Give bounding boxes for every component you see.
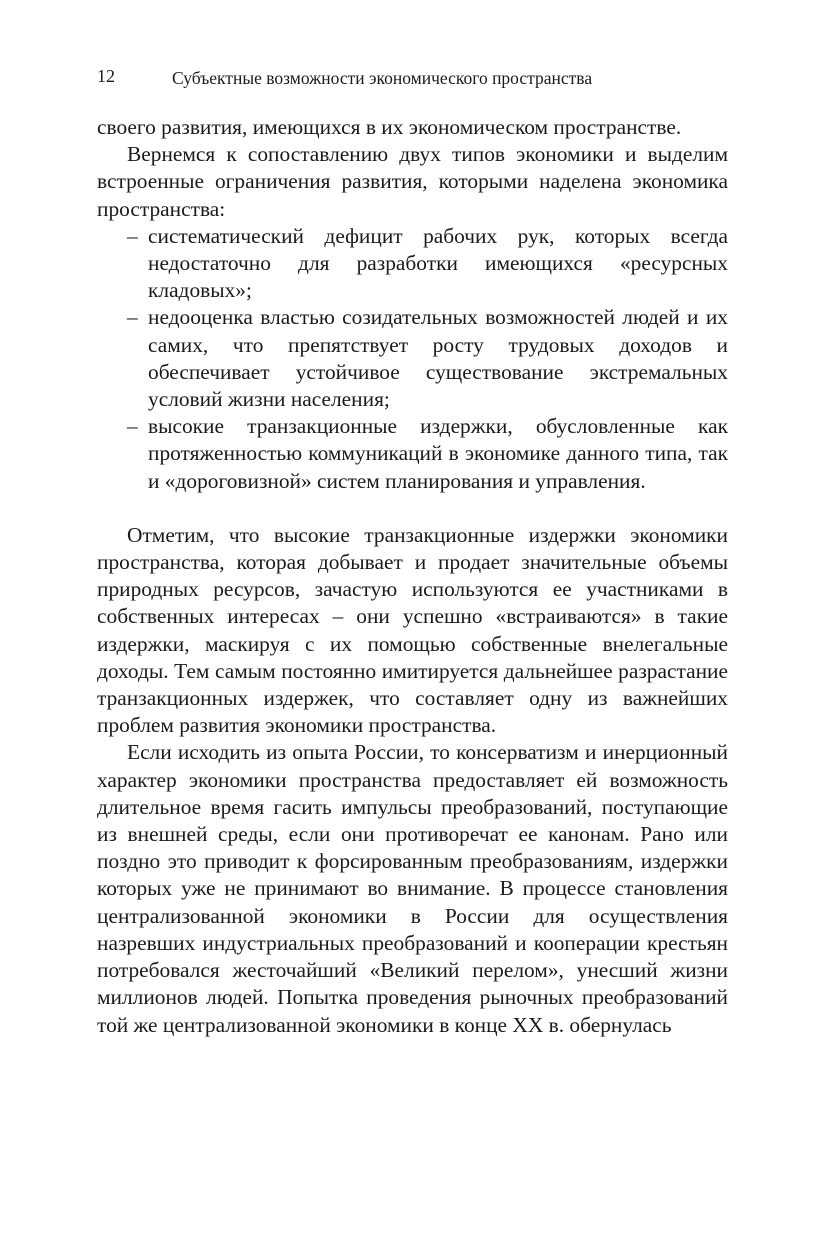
paragraph-1: своего развития, имеющихся в их экономическом пространстве.	[97, 115, 682, 139]
paragraph-4: Если исходить из опыта России, то консерватизм и инерционный характер экономики пространства предоставляет ей возможность длительное время гасить импульсы преобразований, поступающие из внешней среды, если они противоречат ее канонам. Рано или поздно это приводит к форсированным преобразованиям, издержки которых уже не принимают во внимание. В процессе становления централизованной экономики в России для осуществления назревших индустриальных преобразований и кооперации крестьян потребовался жесточайший «Великий перелом», унесший жизни миллионов людей. Попытка проведения рыночных преобразований той же централизованной экономики в конце XX в. обернулась	[97, 740, 728, 1037]
body-text	[97, 114, 728, 1039]
list-item	[97, 304, 728, 413]
page-number: 12	[97, 66, 115, 86]
running-title: Субъектные возможности экономического пространства	[172, 68, 593, 88]
paragraph-2: Вернемся к сопоставлению двух типов экономики и выделим встроенные ограничения развития, которыми наделена экономика пространства:	[97, 142, 728, 221]
list-item-text: высокие транзакционные издержки, обусловленные как протяженностью коммуникаций в экономике данного типа, так и «дороговизной» систем планирования и управления.	[148, 414, 728, 493]
list-item-text: систематический дефицит рабочих рук, которых всегда недостаточно для разработки имеющихся «ресурсных кладовых»;	[148, 223, 728, 303]
page-header	[97, 66, 737, 96]
list-dash: –	[127, 305, 138, 330]
constraints-list	[97, 223, 728, 495]
list-item-text: недооценка властью созидательных возможностей людей и их самих, что препятствует росту трудовых доходов и обеспечивает устойчивое существование экстремальных условий жизни населения;	[148, 305, 728, 412]
list-dash: –	[127, 414, 138, 439]
paragraph-3: Отметим, что высокие транзакционные издержки экономики пространства, которая добывает и продает значительные объемы природных ресурсов, зачастую используются ее участниками в собственных интересах – они успешно «встраиваются» в такие издержки, маскируя с их помощью собственные внелегальные доходы. Тем самым постоянно имитируется дальнейшее разрастание транзакционных издержек, что составляет одну из важнейших проблем развития экономики пространства.	[97, 522, 728, 738]
list-item	[97, 223, 728, 305]
list-item	[97, 413, 728, 495]
list-dash: –	[127, 223, 138, 248]
